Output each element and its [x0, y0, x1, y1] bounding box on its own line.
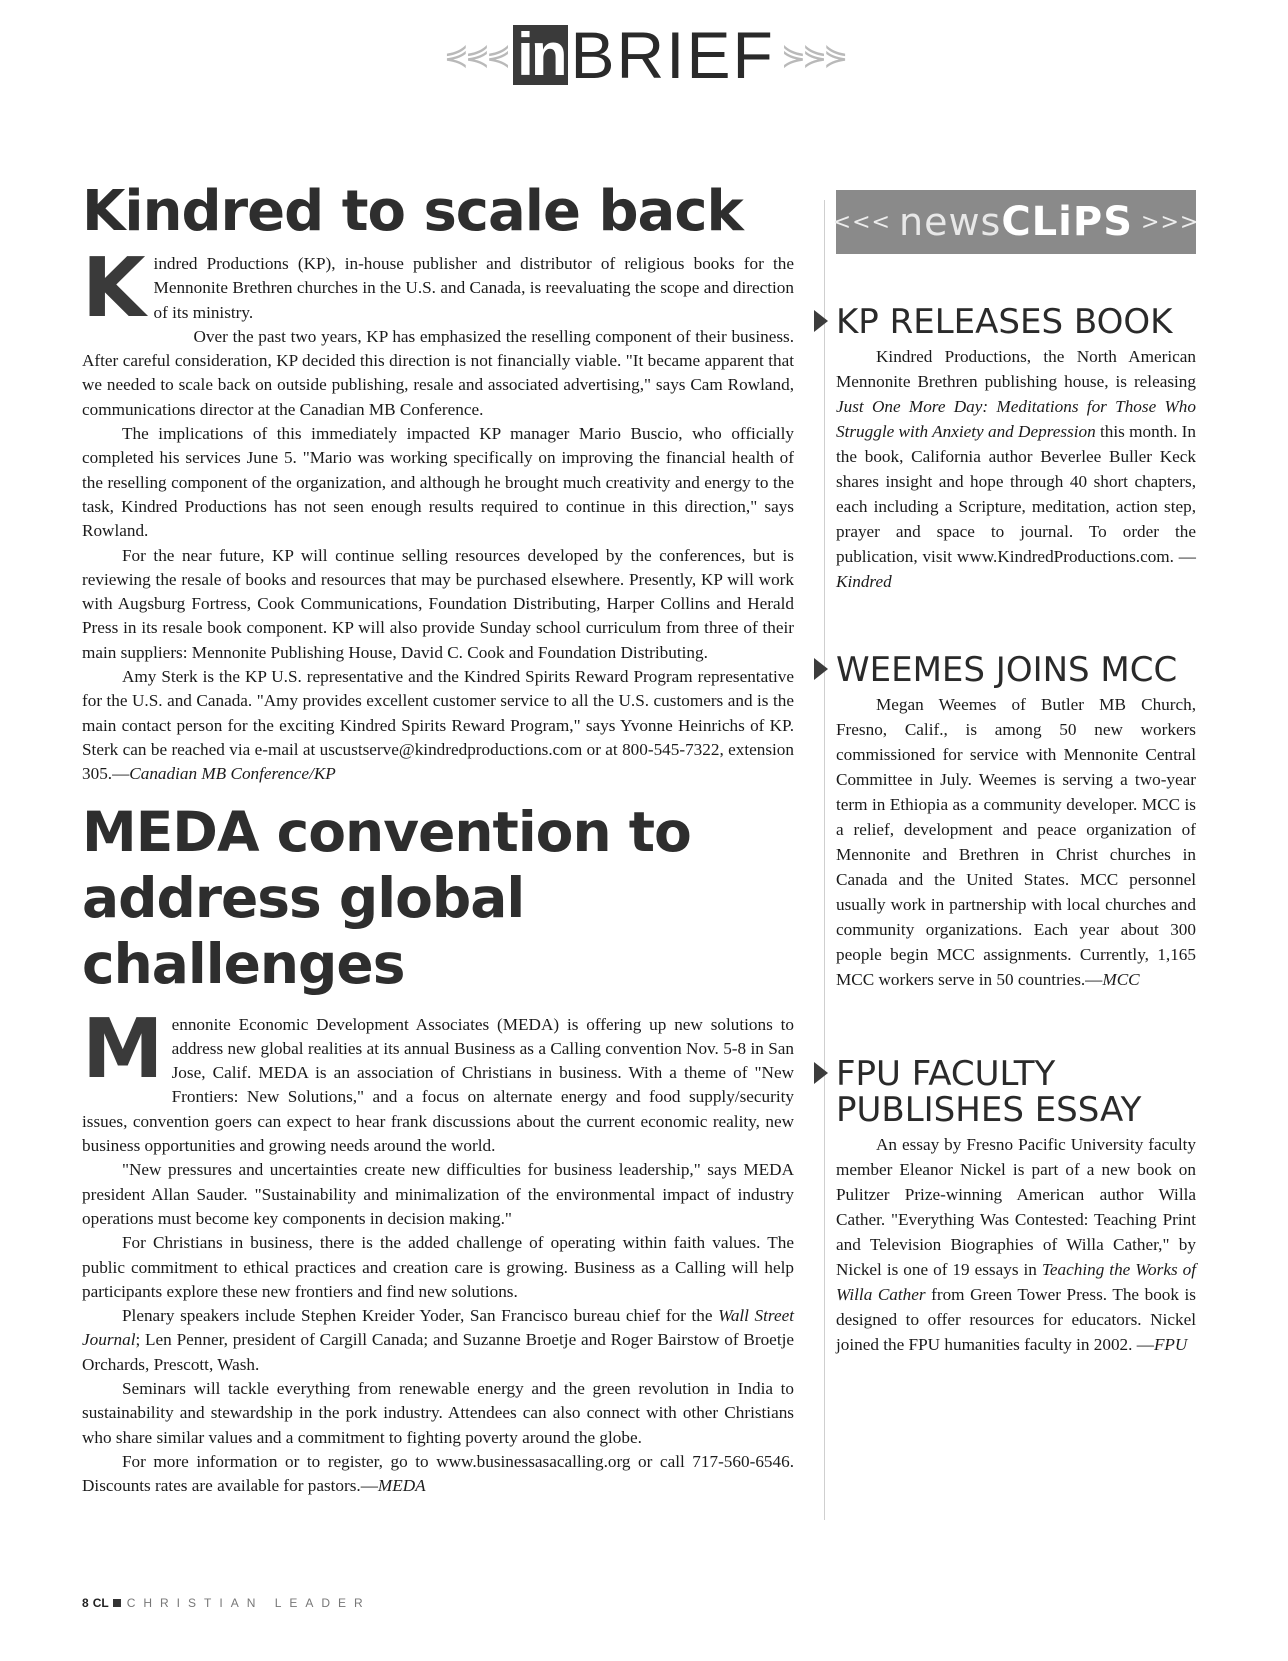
- meda-article: [82, 1001, 794, 1499]
- meda-paragraph-2: "New pressures and uncertainties create new difficulties for business leadership," says MEDA president Allan Sauder. "Sustainability and minimalization of the environmental impact of industry operations must become key components in decision making.": [82, 1160, 794, 1228]
- column-divider: [824, 200, 825, 1520]
- masthead-brief-text: BRIEF: [570, 18, 775, 92]
- footer-publication-name: CHRISTIAN LEADER: [126, 1596, 371, 1610]
- page-number: 8: [82, 1596, 89, 1610]
- kindred-paragraph-2: Over the past two years, KP has emphasized the reselling component of their business. After careful consideration, KP decided this direction is not financially viable. "It became apparent that we needed to scale back on outside publishing, resale and associated advertising," says Cam Rowland, communications director at the Canadian MB Conference.: [82, 326, 794, 419]
- kindred-headline: Kindred to scale back: [82, 179, 743, 244]
- meda-paragraph-6: For more information or to register, go to www.businessasacalling.org or call 717-560-6546. Discounts rates are available for pastors.—MEDA: [82, 1451, 794, 1496]
- meda-headline: MEDA convention to address global challenges: [82, 799, 691, 996]
- kindred-paragraph-1: Kindred Productions (KP), in-house publisher and distributor of religious books for the Mennonite Brethren churches in the U.S. and Canada, is reevaluating the scope and direction of its ministry.: [82, 241, 794, 336]
- footer-square-icon: [113, 1599, 121, 1607]
- meda-credit: MEDA: [377, 1476, 426, 1496]
- clip-kp-releases-book: [836, 304, 1196, 594]
- kindred-paragraph-4: For the near future, KP will continue selling resources developed by the conferences, but is reviewing the resale of books and resources that may be purchased elsewhere. Presently, KP will work with Augsburg Fortress, Cook Communications, Foundation Distributing, Harper Collins and Herald Press in its resale book component. KP will also provide Sunday school curriculum from three of their main suppliers: Mennonite Publishing House, David C. Cook and Foundation Distributing.: [82, 545, 794, 662]
- kindred-paragraph-3: The implications of this immediately impacted KP manager Mario Buscio, who officially completed his services June 5. "Mario was working specifically on improving the financial health of the reselling component of the organization, and although he brought much creativity and energy to the task, Kindred Productions has not seen enough results required to continue in this direction," says Rowland.: [82, 424, 794, 541]
- meda-dropcap: M: [82, 1001, 164, 1097]
- clip-text: Kindred Productions, the North American Mennonite Brethren publishing house, is releasing Just One More Day: Meditations for Those Who Struggle with Anxiety and Depression this month. In the book, California author Beverlee Buller Keck shares insight and hope through 40 short chapters, each including a Scripture, meditation, action step, prayer and space to journal. To order the publication, visit www.KindredProductions.com. —Kindred: [836, 347, 1196, 591]
- masthead-in-logo: in: [513, 25, 568, 85]
- kindred-paragraph-5: Amy Sterk is the KP U.S. representative and the Kindred Spirits Reward Program representative for the U.S. and Canada. "Amy provides excellent customer service to all the U.S. customers and is the main contact person for the exciting Kindred Spirits Reward Program," says Yvonne Heinrichs of KP. Sterk can be reached via e-mail at uscustserve@kindredproductions.com or at 800-545-7322, extension 305.—Canadian MB Conference/KP: [82, 667, 794, 784]
- kindred-credit: Canadian MB Conference/KP: [129, 764, 336, 784]
- meda-paragraph-5: Seminars will tackle everything from renewable energy and the green revolution in India to sustainability and stewardship in the pork industry. Attendees can also connect with other Christians who share similar values and a commitment to fighting poverty around the globe.: [82, 1378, 794, 1447]
- kindred-article: [82, 241, 794, 787]
- arrow-bullet-icon: [814, 310, 828, 332]
- arrow-bullet-icon: [814, 658, 828, 680]
- meda-paragraph-3: For Christians in business, there is the added challenge of operating within faith values. The public commitment to ethical practices and creation care is growing. Business as a Calling will help participants explore these new frontiers and find new solutions.: [82, 1233, 794, 1301]
- clip-text: An essay by Fresno Pacific University faculty member Eleanor Nickel is part of a new book on Pulitzer Prize-winning American author Willa Cather. "Everything Was Contested: Teaching Print and Television Biographies of Willa Cather," by Nickel is one of 19 essays in Teaching the Works of Willa Cather from Green Tower Press. The book is designed to offer resources for educators. Nickel joined the FPU humanities faculty in 2002. —FPU: [836, 1135, 1197, 1354]
- meda-paragraph-4: Plenary speakers include Stephen Kreider Yoder, San Francisco bureau chief for the Wall Street Journal; Len Penner, president of Cargill Canada; and Suzanne Broetje and Roger Bairstow of Broetje Orchards, Prescott, Wash.: [82, 1306, 794, 1374]
- arrow-bullet-icon: [814, 1062, 828, 1084]
- footer-abbrev: CL: [92, 1596, 109, 1610]
- main-column: [82, 180, 794, 1498]
- kindred-dropcap: K: [82, 241, 146, 336]
- newsclips-column: [832, 190, 1200, 1357]
- clip-fpu-faculty-essay: [836, 1056, 1196, 1357]
- masthead-right-arrows: ⋟⋟⋟: [780, 38, 845, 72]
- clip-title: FPU FACULTY PUBLISHES ESSAY: [836, 1054, 1142, 1130]
- masthead-left-arrows: ⋞⋞⋞: [443, 38, 508, 72]
- clip-weemes-joins-mcc: [836, 652, 1196, 992]
- page-footer: [82, 1596, 371, 1610]
- inbrief-masthead: [0, 18, 1288, 92]
- clip-text: Megan Weemes of Butler MB Church, Fresno, Calif., is among 50 new workers commissioned for service with Mennonite Central Committee in July. Weemes is serving a two-year term in Ethiopia as a community developer. MCC is a relief, development and peace organization of Mennonite and Brethren in Christ churches in Canada and the United States. MCC personnel usually work in partnership with local churches and community organizations. Each year about 300 people begin MCC assignments. Currently, 1,165 MCC workers serve in 50 countries.—MCC: [836, 695, 1196, 989]
- clip-title: KP RELEASES BOOK: [836, 302, 1173, 342]
- newsclips-banner: <<< news CLiPS >>>: [836, 190, 1196, 254]
- meda-paragraph-1: Mennonite Economic Development Associates (MEDA) is offering up new solutions to address new global realities at its annual Business as a Calling convention Nov. 5-8 in San Jose, Calif. MEDA is an association of Christians in business. With a theme of "New Frontiers: New Solutions," and a focus on alternate energy and food supply/security issues, convention goers can expect to hear frank discussions about the current economic reality, new business opportunities and growing needs around the world.: [82, 1001, 794, 1156]
- clip-title: WEEMES JOINS MCC: [836, 650, 1178, 690]
